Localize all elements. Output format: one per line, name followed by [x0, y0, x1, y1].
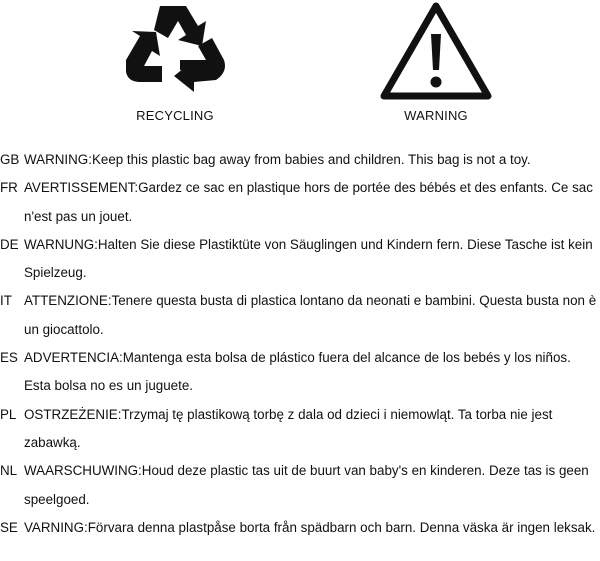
symbol-header	[0, 0, 600, 130]
notice-text: WAARSCHUWING:Houd deze plastic tas uit de buurt van baby's en kinderen. Deze tas is geen speelgoed.	[24, 463, 589, 507]
warning-label: WARNING	[404, 108, 468, 123]
notice-text: VARNING:Förvara denna plastpåse borta från spädbarn och barn. Denna väska är ingen leksak.	[24, 519, 596, 535]
language-code: PL	[0, 406, 17, 422]
notice-text: WARNUNG:Halten Sie diese Plastiktüte von Säuglingen und Kindern fern. Diese Tasche ist kein Spielzeug.	[24, 236, 593, 281]
warning-symbol	[376, 0, 496, 100]
language-code: IT	[0, 293, 12, 309]
language-code: GB	[0, 152, 20, 167]
language-code: DE	[0, 236, 19, 252]
notice-es	[0, 344, 600, 401]
notice-nl	[0, 457, 600, 514]
notice-it	[0, 287, 600, 344]
notice-text: WARNING:Keep this plastic bag away from babies and children. This bag is not a toy.	[24, 152, 531, 167]
recycling-icon	[120, 0, 230, 100]
notice-text: AVERTISSEMENT:Gardez ce sac en plastique hors de portée des bébés et des enfants. Ce sac n'est pas un jouet.	[24, 180, 593, 224]
notice-text: ATTENZIONE:Tenere questa busta di plastica lontano da neonati e bambini. Questa busta non è un giocattolo.	[24, 293, 597, 337]
language-code: FR	[0, 180, 18, 196]
language-code: SE	[0, 519, 18, 535]
warning-triangle-icon	[376, 0, 496, 100]
language-code: NL	[0, 463, 18, 479]
notice-text: OSTRZEŻENIE:Trzymaj tę plastikową torbę z dala od dzieci i niemowląt. Ta torba nie jest zabawką.	[24, 406, 553, 450]
notice-pl	[0, 401, 600, 458]
recycling-label: RECYCLING	[136, 108, 214, 123]
notice-se	[0, 514, 600, 542]
notice-gb	[0, 146, 600, 174]
language-code: ES	[0, 350, 18, 366]
notice-de	[0, 231, 600, 288]
notice-fr	[0, 174, 600, 231]
recycling-symbol	[115, 0, 235, 100]
notice-text: ADVERTENCIA:Mantenga esta bolsa de plástico fuera del alcance de los bebés y los niños. Esta bolsa no es un juguete.	[24, 350, 571, 394]
warning-notices	[0, 146, 600, 542]
